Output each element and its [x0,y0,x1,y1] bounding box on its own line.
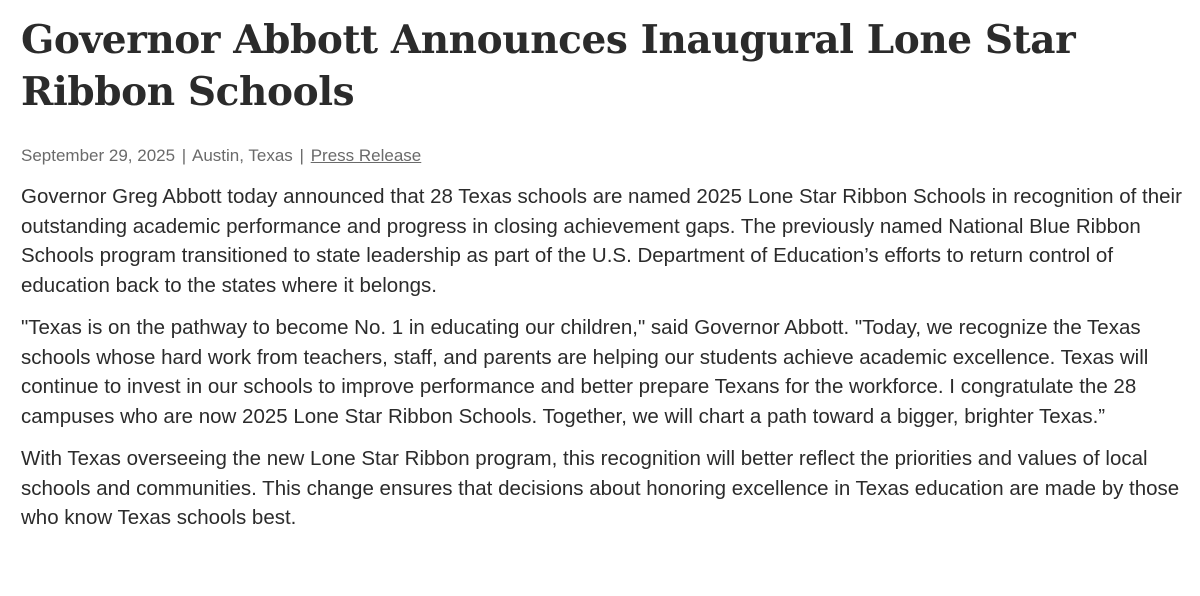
article-body [21,182,1186,533]
publish-date: September 29, 2025 [21,146,176,165]
location: Austin, Texas [192,146,293,165]
article-meta [21,144,1186,168]
meta-separator: | [299,146,304,165]
press-release-article [21,14,1186,546]
meta-separator: | [181,146,187,165]
press-release-link[interactable]: Press Release [310,146,422,165]
paragraph-quote: "Texas is on the pathway to become No. 1 in educating our children," said Governor Abbott. "Today, we recognize the Texas schools whose hard work from teachers, staff, and parents are helping our students achieve academic excellence. Texas will continue to invest in our schools to improve performance and better prepare Texans for the workforce. I congratulate the 28 campuses who are now 2025 Lone Star Ribbon Schools. Together, we will chart a path toward a bigger, brighter Texas.” [21,316,1149,428]
paragraph-program: With Texas overseeing the new Lone Star Ribbon program, this recognition will better reflect the priorities and values of local schools and communities. This change ensures that decisions about honoring excellence in Texas education are made by those who know Texas schools best. [21,447,1180,529]
paragraph-intro: Governor Greg Abbott today announced that 28 Texas schools are named 2025 Lone Star Ribbon Schools in recognition of their outstanding academic performance and progress in closing achievement gaps. The previously named National Blue Ribbon Schools program transitioned to state leadership as part of the U.S. Department of Education’s efforts to return control of education back to the states where it belongs. [21,185,1182,297]
page-title: Governor Abbott Announces Inaugural Lone Star Ribbon Schools [21,17,1076,115]
